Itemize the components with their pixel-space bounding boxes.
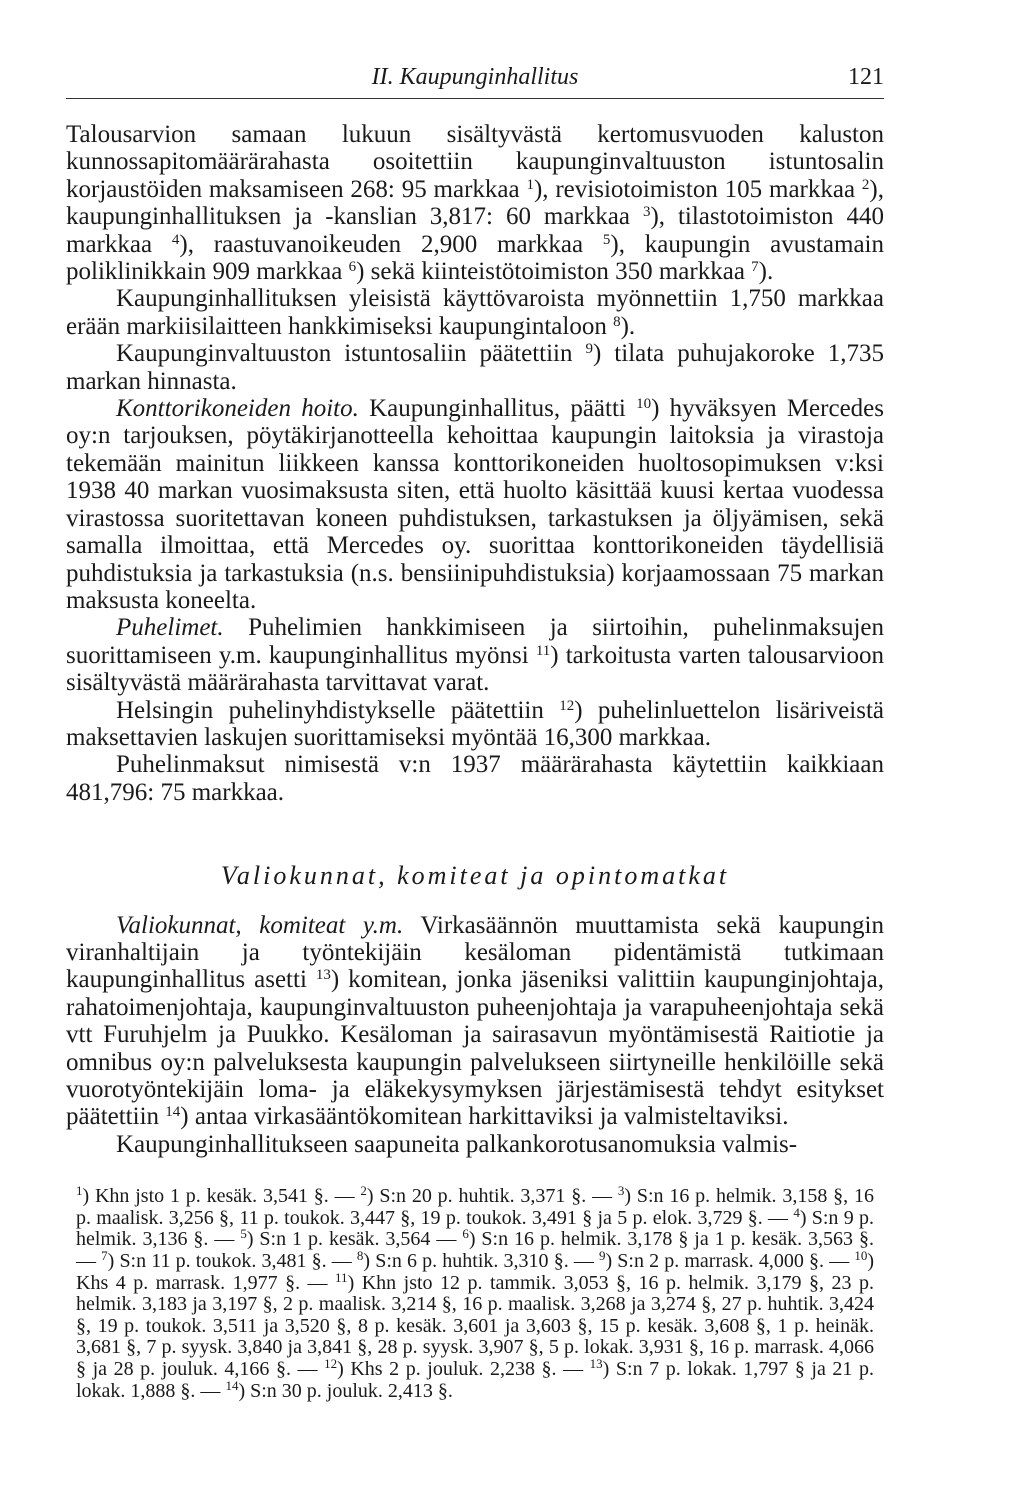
footnote-ref: 4 — [171, 231, 180, 248]
footnote-ref: 5 — [602, 231, 611, 248]
paragraph-lead: Konttorikoneiden hoito. — [116, 395, 359, 423]
footnote-ref: 6 — [348, 259, 357, 276]
paragraph — [66, 285, 884, 340]
text-run: Puhelinmaksut nimisestä v:n 1937 määrärahasta käytettiin kaikkiaan 481,796: 75 markkaa. — [66, 751, 884, 806]
footnote-ref: 9 — [598, 1248, 606, 1263]
paragraph-lead: Valiokunnat, komiteat y.m. — [116, 911, 404, 939]
text-run: , raastuvanoikeuden 2,900 markkaa — [187, 230, 603, 258]
paragraph — [66, 912, 884, 1131]
paragraph — [66, 340, 884, 395]
text-run: sekä kiinteistötoimiston 350 markkaa — [364, 258, 752, 286]
text-run: ) S:n 6 p. huhtik. 3,310 §. — — [363, 1250, 599, 1272]
text-run: Kaupunginhallituksen yleisistä käyttövaroista myönnettiin 1,750 markkaa erään markiisilaitteen hankkimiseksi kaupungintaloon — [66, 285, 884, 340]
text-run: ) Khs 2 p. jouluk. 2,238 §. — — [337, 1357, 590, 1380]
text-run: ) S:n 9 p. helmik. 3,136 §. — — [76, 1206, 874, 1251]
text-run: Talousarvion samaan lukuun sisältyvästä kertomusvuoden kaluston kunnossapitomäärärahasta osoitettiin kaupunginvaltuuston istuntosalin korjaustöiden maksamiseen 268: 95 markkaa — [66, 121, 884, 203]
document-page — [66, 62, 884, 1402]
text-run: ) — [610, 230, 619, 258]
footnote-ref: 12 — [324, 1355, 338, 1371]
footnote-ref: 3 — [617, 1183, 625, 1199]
section-valiokunnat — [66, 912, 884, 1159]
text-run: ) S:n 2 p. marrask. 4,000 §. — — [605, 1250, 855, 1272]
footnote-ref: 14 — [165, 1104, 181, 1121]
text-run: ) — [356, 258, 365, 286]
text-run: Helsingin puhelinyhdistykselle päätettiin — [116, 696, 560, 724]
footnote-ref: 13 — [315, 967, 331, 984]
paragraph-lead: Puhelimet. — [116, 614, 224, 642]
text-run: tarkoitusta varten talousarvioon sisältyvästä määrärahasta tarvittavat varat. — [66, 641, 885, 697]
text-run: Puhelimien hankkimiseen ja siirtoihin, puhelinmaksujen suorittamiseen y.m. kaupunginhallitus myönsi — [66, 614, 884, 669]
footnote-ref: 14 — [225, 1377, 239, 1393]
footnote-ref: 3 — [642, 204, 651, 221]
text-run: ) S:n 7 p. lokak. 1,797 § ja 21 p. lokak. 1,888 §. — — [76, 1357, 875, 1402]
text-run: ) — [179, 230, 188, 258]
paragraph — [66, 697, 884, 752]
text-run: ) — [650, 203, 659, 231]
text-run: , tilastotoimiston 440 markkaa — [66, 203, 884, 258]
paragraph — [66, 614, 884, 696]
text-run: ) Khn jsto 1 p. kesäk. 3,541 §. — — [82, 1185, 361, 1208]
body-text — [66, 121, 884, 1158]
footnote-ref: 8 — [613, 313, 621, 330]
text-run: komitean, jonka jäseniksi valittiin kaupunginjohtaja, rahatoimenjohtaja, kaupunginvaltuuston puheenjohtaja ja varapuheenjohtaja sekä vtt Furuhjelm ja Puukko. Kesäloman ja sairasavun myöntämisestä Raitiotie ja omnibus oy:n palveluksesta kaupungin palvelukseen siirtyneille henkilöille sekä vuorotyöntekijäin loma- ja eläkekysymyksen järjestämisestä tehdyt esitykset päätettiin — [66, 966, 884, 1131]
paragraph — [66, 395, 884, 614]
footnote-ref: 12 — [559, 697, 575, 714]
page-header — [66, 62, 884, 99]
section-heading: Valiokunnat, komiteat ja opintomatkat — [220, 861, 730, 891]
footnote-ref: 1 — [526, 176, 534, 193]
text-run: ). — [620, 312, 636, 340]
footnote-ref: 2 — [861, 176, 870, 193]
paragraph — [66, 751, 884, 806]
text-run: antaa virkasääntökomitean harkittaviksi ja valmisteltaviksi. — [188, 1103, 789, 1131]
footnote-ref: 5 — [240, 1226, 247, 1242]
section-kaupunginhallitus — [66, 121, 884, 806]
text-run: ) S:n 1 p. kesäk. 3,564 — — [246, 1228, 463, 1251]
footnote-ref: 4 — [793, 1204, 800, 1220]
footnote-ref: 9 — [585, 341, 593, 358]
text-run: tilata puhujakoroke 1,735 markan hinnasta. — [66, 340, 884, 395]
text-run: ) S:n 16 p. helmik. 3,158 §, 16 p. maalisk. 3,256 §, 11 p. toukok. 3,447 §, 19 p. toukok. 3,491 § ja 5 p. elok. 3,729 §. — — [76, 1185, 874, 1229]
footnote-ref: 7 — [101, 1248, 108, 1263]
footnote-ref: 6 — [462, 1226, 469, 1242]
text-run: ) — [592, 340, 602, 368]
text-run: ). — [758, 258, 774, 286]
text-run: ) S:n 20 p. huhtik. 3,371 §. — — [366, 1185, 618, 1208]
text-run: , kaupungin avustamain poliklinikkain 909 markkaa — [66, 230, 884, 286]
footnotes — [66, 1183, 884, 1402]
text-run: ) S:n 16 p. helmik. 3,178 § ja 1 p. kesäk. 3,563 §. — — [76, 1228, 874, 1272]
text-run: ) S:n 30 p. jouluk. 2,413 §. — [238, 1379, 453, 1402]
text-run: ) Khs 4 p. marrask. 1,977 §. — — [76, 1250, 874, 1294]
text-run: ) — [651, 395, 660, 423]
footnote-ref: 2 — [360, 1183, 367, 1199]
text-run: hyväksyen Mercedes oy:n tarjouksen, pöytäkirjanotteella kehoittaa kaupungin laitoksia ja virastoja tekemään mainitun liikkeen kanssa konttorikoneiden huoltosopimuksen v:ksi 1938 40 markan vuosimaksusta siten, että huolto käsittää kuusi kertaa vuodessa virastossa suoritettavan koneen puhdistuksen, tarkastuksen ja öljyämisen, sekä samalla ilmoittaa, että Mercedes oy. suorittaa konttorikoneiden täydellisiä puhdistuksia ja tarkastuksia (n.s. bensiinipuhdistuksia) korjaamossaan 75 markan maksusta koneelta. — [66, 395, 885, 614]
text-run: , kaupunginhallituksen ja -kanslian 3,817: 60 markkaa — [66, 175, 884, 231]
text-run: ) S:n 11 p. toukok. 3,481 §. — — [107, 1250, 357, 1272]
footnote-ref: 10 — [636, 396, 652, 413]
paragraph — [66, 1131, 884, 1158]
text-run: Virkasäännön muuttamista sekä kaupungin viranhaltijain ja työntekijäin kesäloman pidentämistä tutkimaan kaupunginhallitus asetti — [66, 911, 885, 994]
text-run: ) — [180, 1103, 189, 1131]
text-run: ) — [330, 966, 340, 994]
footnote-ref: 13 — [589, 1355, 603, 1371]
footnote-ref: 7 — [751, 259, 759, 276]
footnote-ref: 11 — [335, 1269, 348, 1285]
text-run: ) — [550, 641, 559, 669]
text-run: ) — [533, 175, 543, 203]
text-run: , revisiotoimiston 105 markkaa — [542, 175, 862, 203]
text-run: Kaupunginvaltuuston istuntosaliin päätettiin — [116, 340, 586, 368]
text-run: ) Khn jsto 12 p. tammik. 3,053 §, 16 p. helmik. 3,179 §, 23 p. helmik. 3,183 ja 3,197 §, 2 p. maalisk. 3,214 §, 16 p. maalisk. 3,268 ja 3,274 §, 27 p. huhtik. 3,424 §, 19 p. toukok. 3,511 ja 3,520 §, 8 p. kesäk. 3,601 ja 3,603 §, 15 p. kesäk. 3,608 §, 1 p. heinäk. 3,681 §, 7 p. syysk. 3,840 ja 3,841 §, 28 p. syysk. 3,907 §, 5 p. lokak. 3,931 §, 16 p. marrask. 4,066 § ja 28 p. jouluk. 4,166 §. — — [76, 1271, 874, 1380]
paragraph — [66, 121, 884, 285]
text-run: Kaupunginhallitus, päätti — [358, 395, 637, 423]
footnote-ref: 1 — [76, 1183, 83, 1199]
running-title: II. Kaupunginhallitus — [371, 64, 579, 90]
footnote-ref: 11 — [535, 642, 551, 659]
page-number: 121 — [848, 64, 884, 90]
text-run: Kaupunginhallitukseen saapuneita palkankorotusanomuksia valmis- — [116, 1130, 798, 1158]
footnote-ref: 10 — [854, 1248, 868, 1263]
text-run: ) — [574, 696, 583, 724]
text-run: ) — [869, 175, 878, 203]
footnote-ref: 8 — [356, 1248, 364, 1263]
text-run: puhelinluettelon lisäriveistä maksettavien laskujen suorittamiseksi myöntää 16,300 markkaa. — [66, 696, 885, 751]
